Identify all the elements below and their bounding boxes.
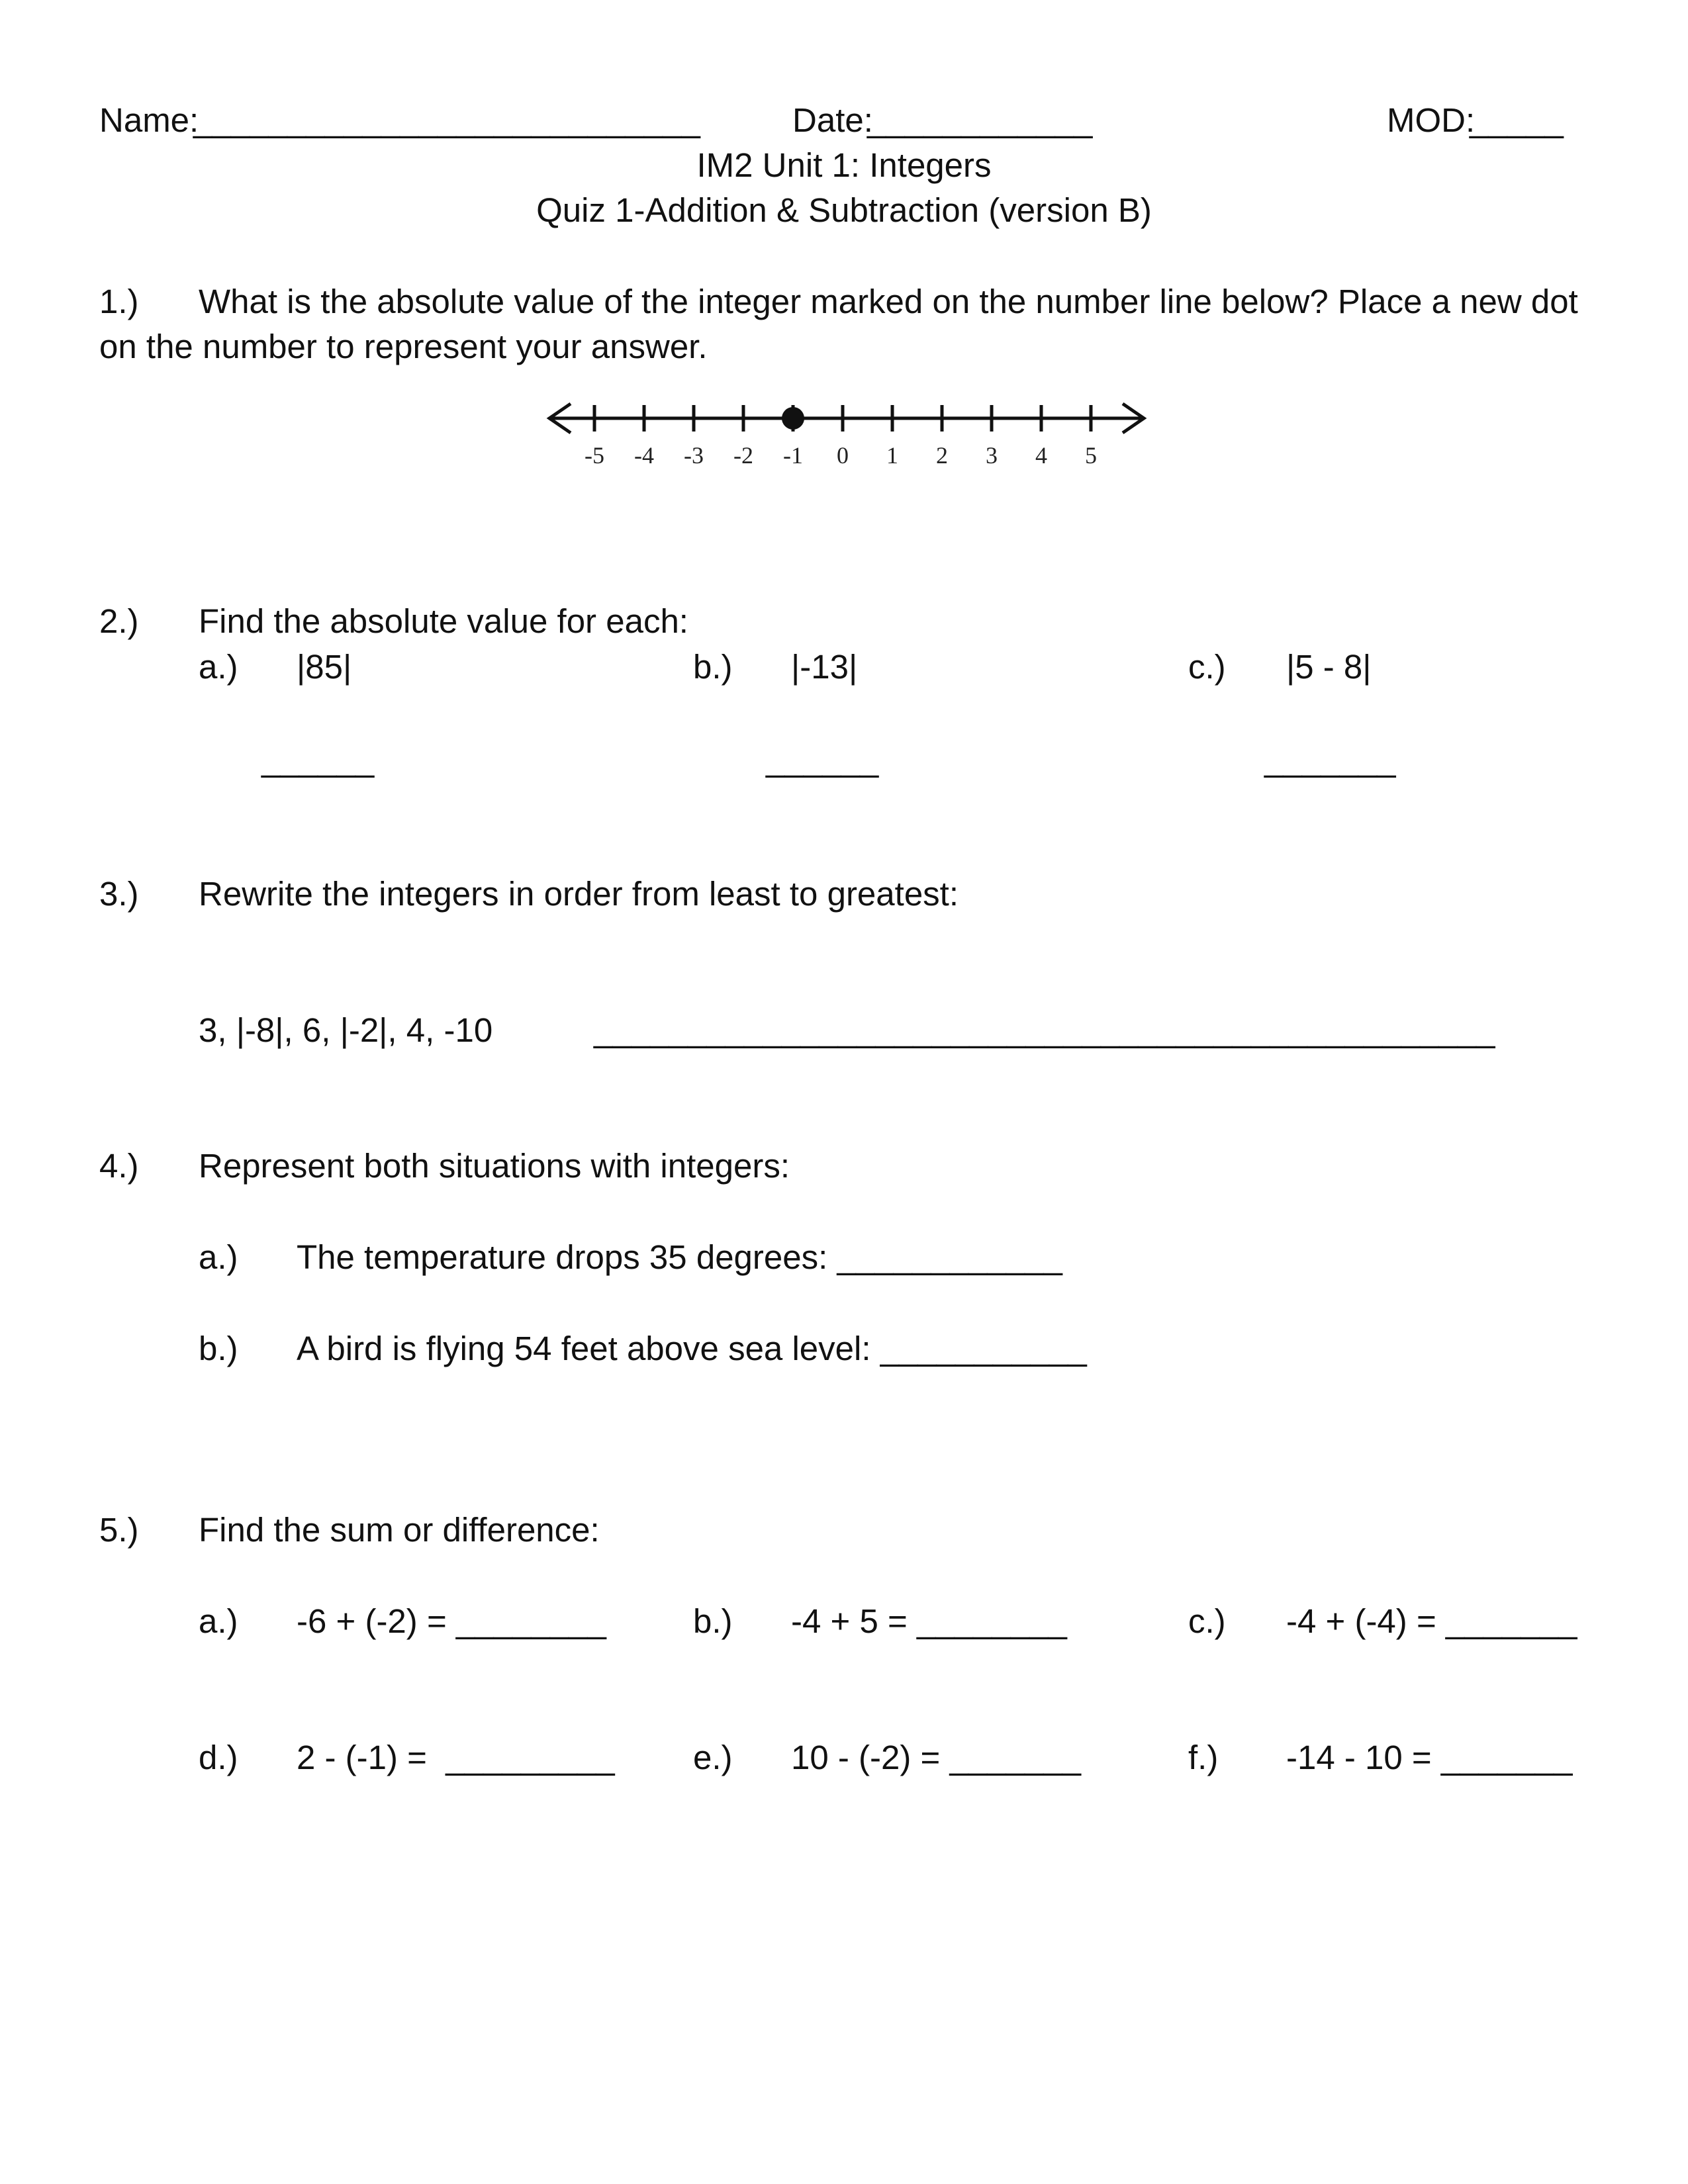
- q5-part-b-label: b.): [693, 1602, 733, 1640]
- mod-label: MOD:: [1387, 101, 1476, 139]
- q5-part-e-label: e.): [693, 1739, 733, 1776]
- q3-prompt: Rewrite the integers in order from least to greatest:: [199, 875, 959, 913]
- name-blank[interactable]: ___________________________: [193, 101, 700, 139]
- q5-part-b-text: -4 + 5 = ________: [791, 1602, 1067, 1640]
- q4-part-a-label: a.): [199, 1238, 238, 1276]
- q5-part-e-text: 10 - (-2) = _______: [791, 1739, 1082, 1776]
- q2-part-b-expr: |-13|: [791, 648, 858, 686]
- q5-part-d-label: d.): [199, 1739, 238, 1776]
- q2-part-b-answer-blank[interactable]: ______: [766, 741, 879, 778]
- q5-part-a-text: -6 + (-2) = ________: [297, 1602, 606, 1640]
- number-line-marked-point: [782, 407, 804, 430]
- name-label: Name:: [99, 101, 199, 139]
- course-title: IM2 Unit 1: Integers: [696, 146, 992, 184]
- q4-part-b-label: b.): [199, 1330, 238, 1367]
- q1-text-line1: What is the absolute value of the integer marked on the number line below? Place a new dot: [199, 283, 1578, 320]
- q4-part-a-text: The temperature drops 35 degrees: ____________: [297, 1238, 1062, 1276]
- q5-part-c-label: c.): [1188, 1602, 1226, 1640]
- q1-text-line2: on the number to represent your answer.: [99, 328, 708, 365]
- q3-number: 3.): [99, 875, 139, 913]
- number-line-tick-label: -2: [733, 442, 753, 469]
- q5-part-f-text: -14 - 10 = _______: [1286, 1739, 1573, 1776]
- q2-part-a-answer-blank[interactable]: ______: [261, 741, 375, 778]
- q2-part-c-label: c.): [1188, 648, 1226, 686]
- q5-part-f-label: f.): [1188, 1739, 1219, 1776]
- q5-number: 5.): [99, 1511, 139, 1549]
- q4-prompt: Represent both situations with integers:: [199, 1147, 790, 1185]
- mod-blank[interactable]: _____: [1470, 101, 1564, 139]
- q4-part-b-text: A bird is flying 54 feet above sea level: ___________: [297, 1330, 1087, 1367]
- q5-part-d-text: 2 - (-1) = _________: [297, 1739, 615, 1776]
- q2-part-a-label: a.): [199, 648, 238, 686]
- date-blank[interactable]: ____________: [867, 101, 1093, 139]
- number-line-tick-label: -1: [783, 442, 803, 469]
- number-line-tick-label: -5: [585, 442, 604, 469]
- quiz-title: Quiz 1-Addition & Subtraction (version B): [536, 191, 1152, 229]
- q1-number: 1.): [99, 283, 139, 320]
- date-label: Date:: [792, 101, 873, 139]
- q5-part-a-label: a.): [199, 1602, 238, 1640]
- q5-part-c-text: -4 + (-4) = _______: [1286, 1602, 1577, 1640]
- q5-prompt: Find the sum or difference:: [199, 1511, 600, 1549]
- q2-number: 2.): [99, 602, 139, 640]
- q2-prompt: Find the absolute value for each:: [199, 602, 688, 640]
- number-line-tick-label: 1: [886, 442, 898, 469]
- q2-part-c-answer-blank[interactable]: _______: [1264, 741, 1396, 778]
- q3-answer-blank[interactable]: ________________________________________________: [594, 1011, 1495, 1049]
- number-line-tick-label: 5: [1085, 442, 1097, 469]
- number-line-tick-label: 0: [837, 442, 849, 469]
- number-line[interactable]: [0, 371, 1688, 503]
- q2-part-b-label: b.): [693, 648, 733, 686]
- q3-integer-list: 3, |-8|, 6, |-2|, 4, -10: [199, 1011, 493, 1049]
- number-line-tick-label: -4: [634, 442, 654, 469]
- q4-number: 4.): [99, 1147, 139, 1185]
- number-line-tick-label: 3: [986, 442, 998, 469]
- number-line-tick-label: 4: [1035, 442, 1047, 469]
- q2-part-c-expr: |5 - 8|: [1286, 648, 1372, 686]
- number-line-tick-label: 2: [936, 442, 948, 469]
- number-line-tick-label: -3: [684, 442, 704, 469]
- q2-part-a-expr: |85|: [297, 648, 352, 686]
